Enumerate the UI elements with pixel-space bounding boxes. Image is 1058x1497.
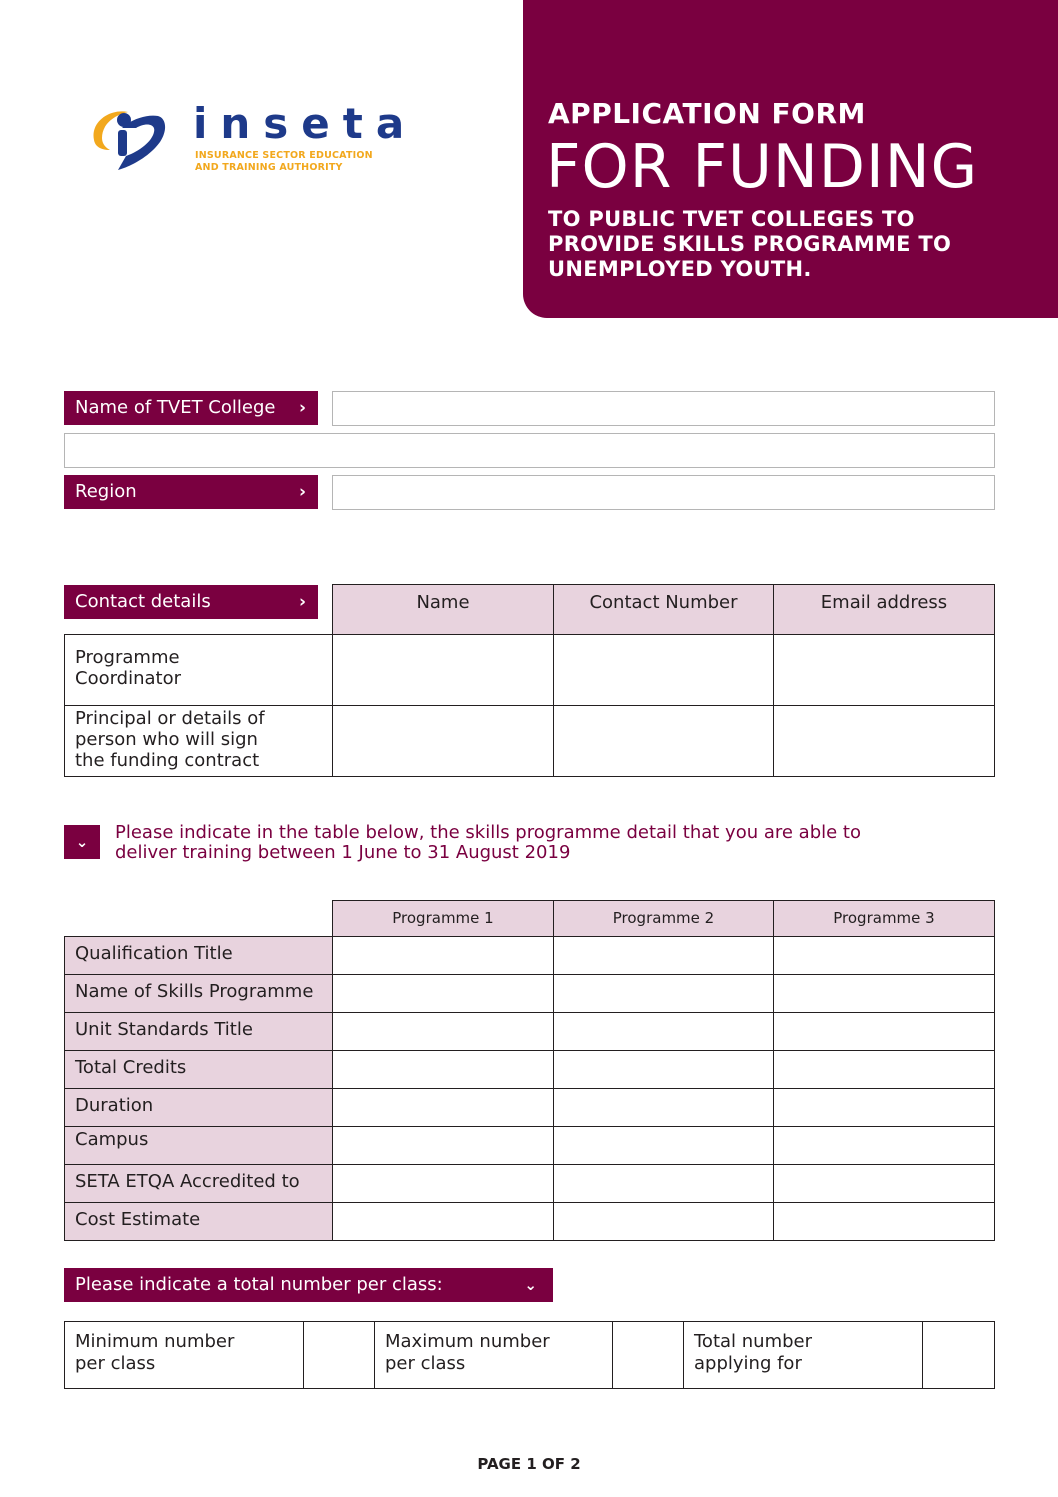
total-input-cell[interactable] — [923, 1322, 995, 1389]
programme-header-row — [65, 901, 995, 937]
input-cell[interactable] — [774, 1051, 995, 1089]
row-label-coordinator — [65, 635, 333, 706]
input-cell[interactable] — [333, 635, 554, 706]
inseta-logo-icon — [88, 100, 170, 174]
region-field[interactable] — [332, 475, 995, 510]
blank-cell — [65, 901, 333, 937]
header-programme-2: Programme 2 — [554, 901, 774, 937]
minimum-input-cell[interactable] — [304, 1322, 375, 1389]
table-row — [65, 1127, 995, 1165]
row-label: Unit Standards Title — [65, 1013, 333, 1051]
input-cell[interactable] — [554, 1165, 774, 1203]
page-number: PAGE 1 OF 2 — [477, 1455, 581, 1473]
blank-cell — [65, 585, 333, 635]
input-cell[interactable] — [774, 1089, 995, 1127]
contact-details-label-text: Contact details — [75, 591, 211, 612]
input-cell[interactable] — [333, 975, 554, 1013]
input-cell[interactable] — [554, 1013, 774, 1051]
contact-header-row — [65, 585, 995, 635]
minimum-label — [65, 1322, 304, 1389]
header-title: FOR FUNDING — [546, 132, 979, 202]
input-cell[interactable] — [333, 1089, 554, 1127]
college-name-label-text: Name of TVET College — [75, 397, 276, 418]
class-number-label-text: Please indicate a total number per class: — [75, 1274, 443, 1295]
input-cell[interactable] — [774, 937, 995, 975]
college-name-label — [64, 391, 318, 425]
header-contact-number: Contact Number — [554, 585, 774, 635]
header-programme-1: Programme 1 — [333, 901, 554, 937]
row-label-principal — [65, 706, 333, 777]
row-label: Cost Estimate — [65, 1203, 333, 1241]
row-label: Total Credits — [65, 1051, 333, 1089]
table-row — [65, 1165, 995, 1203]
input-cell[interactable] — [774, 975, 995, 1013]
table-row — [65, 1089, 995, 1127]
input-cell[interactable] — [554, 635, 774, 706]
logo-wordmark: inseta — [193, 99, 418, 148]
input-cell[interactable] — [554, 1089, 774, 1127]
input-cell[interactable] — [333, 1051, 554, 1089]
contact-table — [64, 584, 995, 777]
table-row — [65, 635, 995, 706]
maximum-label-text: Maximum number per class — [385, 1331, 550, 1374]
logo-tagline-line1: INSURANCE SECTOR EDUCATION — [195, 150, 373, 161]
input-cell[interactable] — [554, 706, 774, 777]
total-label — [684, 1322, 923, 1389]
input-cell[interactable] — [774, 1013, 995, 1051]
chevron-right-icon: › — [298, 398, 306, 418]
input-cell[interactable] — [774, 635, 995, 706]
maximum-input-cell[interactable] — [613, 1322, 684, 1389]
row-label: Campus — [65, 1127, 333, 1165]
chevron-right-icon: › — [298, 592, 306, 612]
chevron-down-icon: ⌄ — [524, 1276, 537, 1294]
input-cell[interactable] — [554, 1203, 774, 1241]
logo-tagline-line2: AND TRAINING AUTHORITY — [195, 162, 343, 173]
input-cell[interactable] — [774, 1165, 995, 1203]
instruction-text: Please indicate in the table below, the skills programme detail that you are able to deliver training between 1 June to 31 August 2019 — [115, 822, 861, 863]
region-label — [64, 475, 318, 509]
minimum-label-text: Minimum number per class — [75, 1331, 235, 1374]
table-row — [65, 975, 995, 1013]
class-number-table — [64, 1321, 995, 1389]
total-label-text: Total number applying for — [694, 1331, 813, 1374]
table-row — [65, 1203, 995, 1241]
college-name-field[interactable] — [332, 391, 995, 426]
logo-tagline — [195, 150, 373, 174]
input-cell[interactable] — [333, 1127, 554, 1165]
input-cell[interactable] — [554, 937, 774, 975]
row-label: Name of Skills Programme — [65, 975, 333, 1013]
input-cell[interactable] — [333, 706, 554, 777]
college-name-field-line2[interactable] — [64, 433, 995, 468]
row-label-text: Principal or details of person who will sign the funding contract — [75, 708, 265, 771]
header-name: Name — [333, 585, 554, 635]
row-label-text: Programme Coordinator — [75, 647, 182, 689]
input-cell[interactable] — [333, 1165, 554, 1203]
class-number-label — [64, 1268, 553, 1302]
region-label-text: Region — [75, 481, 137, 502]
table-row — [65, 1013, 995, 1051]
input-cell[interactable] — [554, 1127, 774, 1165]
header-line1: APPLICATION FORM — [548, 97, 866, 130]
input-cell[interactable] — [333, 1203, 554, 1241]
maximum-label — [375, 1322, 613, 1389]
header-email: Email address — [774, 585, 995, 635]
input-cell[interactable] — [333, 937, 554, 975]
row-label: Duration — [65, 1089, 333, 1127]
input-cell[interactable] — [554, 1051, 774, 1089]
input-cell[interactable] — [554, 975, 774, 1013]
programme-table — [64, 900, 995, 1241]
input-cell[interactable] — [774, 706, 995, 777]
input-cell[interactable] — [774, 1203, 995, 1241]
table-row — [65, 1051, 995, 1089]
table-row — [65, 937, 995, 975]
chevron-down-icon: ⌄ — [64, 825, 100, 859]
row-label: SETA ETQA Accredited to — [65, 1165, 333, 1203]
header-subtitle: TO PUBLIC TVET COLLEGES TO PROVIDE SKILLS PROGRAMME TO UNEMPLOYED YOUTH. — [548, 207, 952, 281]
input-cell[interactable] — [333, 1013, 554, 1051]
input-cell[interactable] — [774, 1127, 995, 1165]
chevron-right-icon: › — [298, 482, 306, 502]
table-row — [65, 1322, 995, 1389]
header-programme-3: Programme 3 — [774, 901, 995, 937]
table-row — [65, 706, 995, 777]
row-label: Qualification Title — [65, 937, 333, 975]
